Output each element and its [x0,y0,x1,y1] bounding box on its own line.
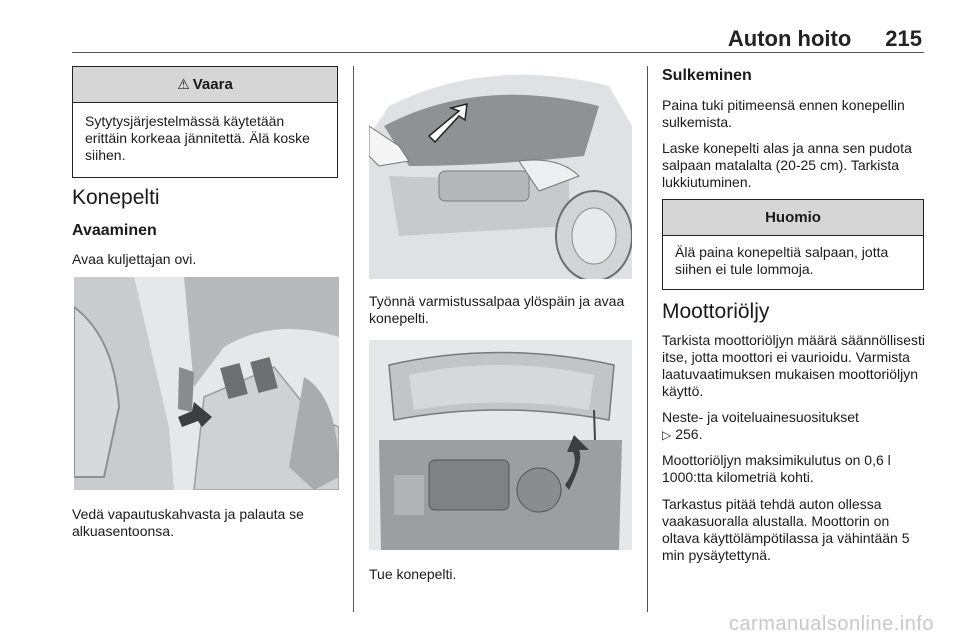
watermark: carmanualsonline.info [728,613,934,635]
oil-paragraph-4: Tarkastus pitää tehdä auton ollessa vaakasuoralla alustalla. Moottorin on oltava käyttölämpötilassa ja vähintään 5 min pysäytettynä. [662,496,910,563]
oil-reference-text: Neste- ja voiteluainesuositukset [662,409,859,425]
hood-support-illustration [369,340,632,550]
hood-latch-caption: Työnnä varmistussalpaa ylöspäin ja avaa konepelti. [369,293,625,326]
subsection-title: Avaaminen [72,222,157,239]
oil-reference-page: 256. [675,426,703,442]
page-number: 215 [885,26,922,51]
oil-section-title: Moottoriöljy [662,300,770,323]
oil-paragraph-2 [662,409,930,444]
oil-paragraph-1: Tarkista moottoriöljyn määrä säännöllisesti itse, jotta moottori ei vaurioidu. Varmista laatuvaatimuksen mukaisen moottoriöljyn käyttö. [662,332,925,399]
hood-latch-illustration [369,66,632,279]
hood-support-caption: Tue konepelti. [369,566,457,582]
oil-paragraph-3: Moottoriöljyn maksimikulutus on 0,6 l 1000:tta kilometriä kohti. [662,452,891,485]
column-divider-left [353,66,354,612]
closing-title: Sulkeminen [662,67,752,84]
warning-box-text: Sytytysjärjestelmässä käytetään erittäin korkeaa jännitettä. Älä koske siihen. [85,113,310,163]
warning-triangle-icon: ⚠ [177,76,190,92]
closing-paragraph-1: Paina tuki pitimeensä ennen konepellin sulkemista. [662,97,905,130]
header-rule [72,52,924,53]
warning-box-header [73,67,337,103]
warning-box [72,66,338,178]
page-reference-icon: ▷ [662,428,672,442]
pedal-area-illustration [74,277,339,490]
column-divider-right [647,66,648,612]
section-title: Konepelti [72,186,160,209]
page-header [728,26,922,52]
running-title: Auton hoito [727,26,852,51]
note-box [662,199,924,290]
note-box-header: Huomio [663,200,923,236]
warning-box-title: Vaara [192,76,233,93]
pedal-image-caption: Vedä vapautuskahvasta ja palauta se alkuasentoonsa. [72,506,304,539]
note-box-text: Älä paina konepeltiä salpaan, jotta siihen ei tule lommoja. [675,244,889,277]
closing-paragraph-2: Laske konepelti alas ja anna sen pudota salpaan matalalta (20-25 cm). Tarkista lukkiutuminen. [662,140,912,190]
instruction-text: Avaa kuljettajan ovi. [72,251,197,267]
